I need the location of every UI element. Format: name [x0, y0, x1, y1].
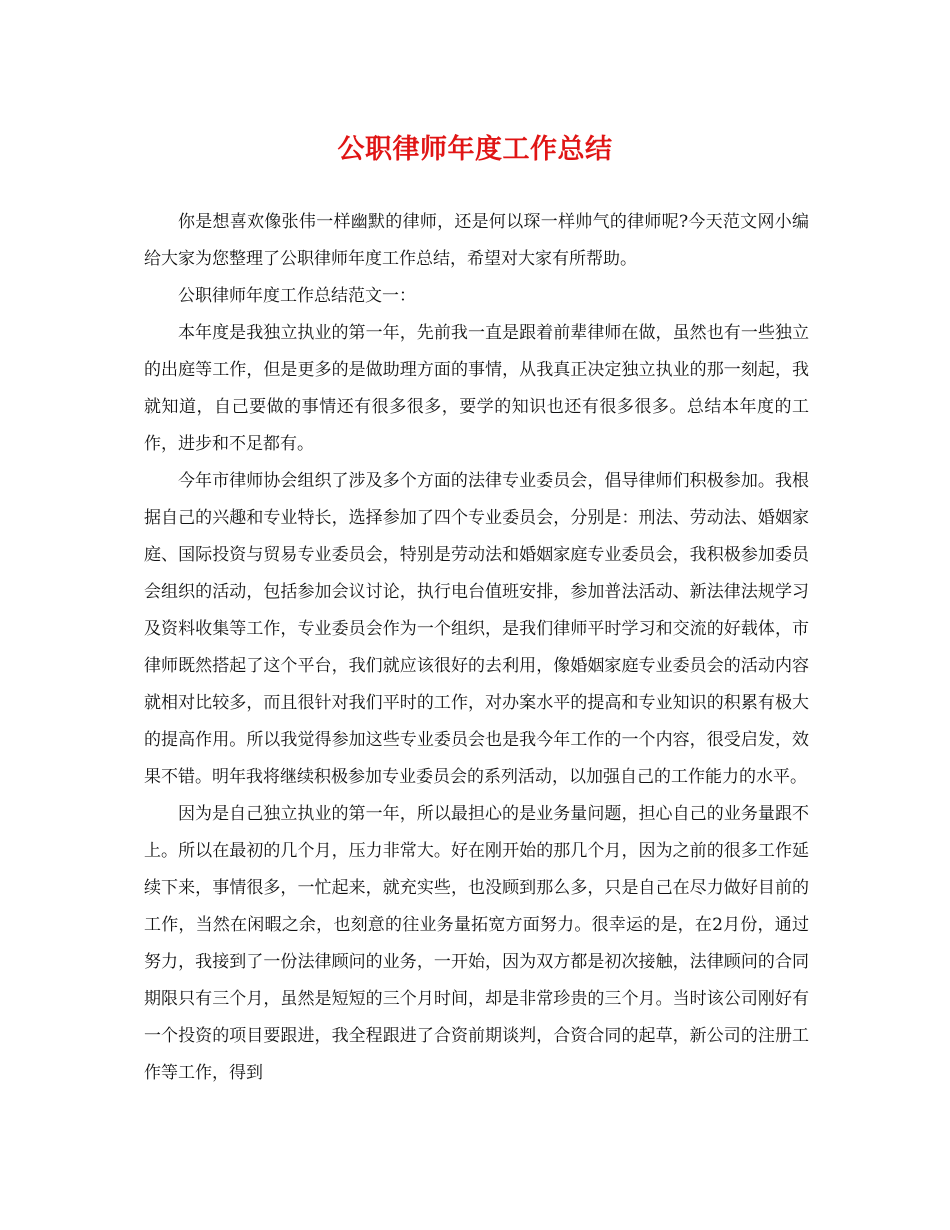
paragraph-3: 因为是自己独立执业的第一年，所以最担心的是业务量问题，担心自己的业务量跟不上。所以在最初的几个月，压力非常大。好在刚开始的那几个月，因为之前的很多工作延续下来，事情很多，一忙起来，就充实些，也没顾到那么多，只是自己在尽力做好目前的工作，当然在闲暇之余，也刻意的往业务量拓宽方面努力。很幸运的是，在2月份，通过努力，我接到了一份法律顾问的业务，一开始，因为双方都是初次接触，法律顾问的合同期限只有三个月，虽然是短短的三个月时间，却是非常珍贵的三个月。当时该公司刚好有一个投资的项目要跟进，我全程跟进了合资前期谈判，合资合同的起草，新公司的注册工作等工作，得到 — [144, 804, 809, 1083]
paragraph-subheading: 公职律师年度工作总结范文一： — [178, 286, 416, 306]
document-title: 公职律师年度工作总结 — [337, 134, 613, 165]
document-body — [144, 204, 809, 1092]
paragraph-2: 今年市律师协会组织了涉及多个方面的法律专业委员会，倡导律师们积极参加。我根据自己的兴趣和专业特长，选择参加了四个专业委员会，分别是：刑法、劳动法、婚姻家庭、国际投资与贸易专业委员会，特别是劳动法和婚姻家庭专业委员会，我积极参加委员会组织的活动，包括参加会议讨论，执行电台值班安排，参加普法活动、新法律法规学习及资料收集等工作，专业委员会作为一个组织，是我们律师平时学习和交流的好载体，市律师既然搭起了这个平台，我们就应该很好的去利用，像婚姻家庭专业委员会的活动内容就相对比较多，而且很针对我们平时的工作，对办案水平的提高和专业知识的积累有极大的提高作用。所以我觉得参加这些专业委员会也是我今年工作的一个内容，很受启发，效果不错。明年我将继续积极参加专业委员会的系列活动，以加强自己的工作能力的水平。 — [144, 471, 809, 787]
paragraph-intro: 你是想喜欢像张伟一样幽默的律师，还是何以琛一样帅气的律师呢?今天范文网小编给大家为您整理了公职律师年度工作总结，希望对大家有所帮助。 — [144, 212, 809, 269]
paragraph-1: 本年度是我独立执业的第一年，先前我一直是跟着前辈律师在做，虽然也有一些独立的出庭等工作，但是更多的是做助理方面的事情，从我真正决定独立执业的那一刻起，我就知道，自己要做的事情还有很多很多，要学的知识也还有很多很多。总结本年度的工作，进步和不足都有。 — [144, 323, 809, 454]
